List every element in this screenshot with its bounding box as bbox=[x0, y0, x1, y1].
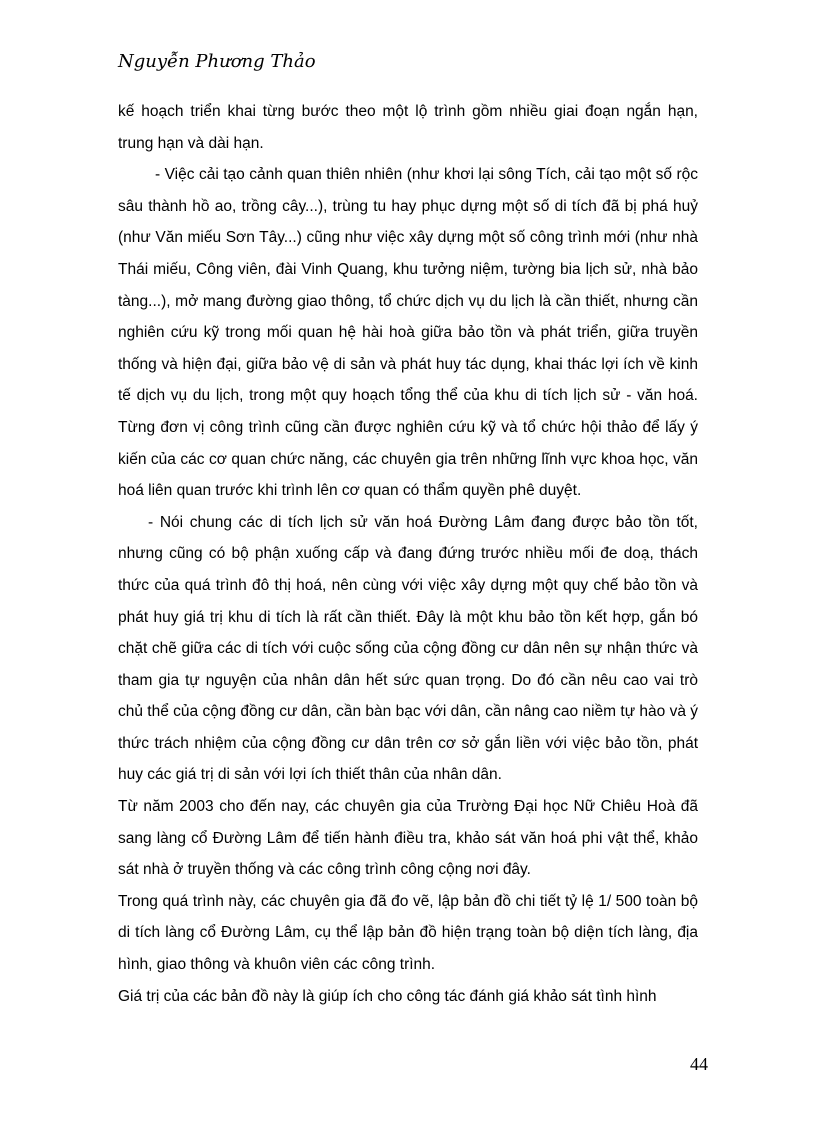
paragraph-mapping-process: Trong quá trình này, các chuyên gia đã đo vẽ, lập bản đồ chi tiết tỷ lệ 1/ 500 toàn bộ di tích làng cổ Đường Lâm, cụ thể lập bản đồ hiện trạng toàn bộ diện tích làng, địa hình, giao thông và khuôn viên các công trình. bbox=[118, 892, 698, 974]
paragraph-map-value: Giá trị của các bản đồ này là giúp ích cho công tác đánh giá khảo sát tình hình bbox=[118, 987, 657, 1005]
paragraph-survey-since-2003: Từ năm 2003 cho đến nay, các chuyên gia của Trường Đại học Nữ Chiêu Hoà đã sang làng cổ Đường Lâm để tiến hành điều tra, khảo sát văn hoá phi vật thể, khảo sát nhà ở truyền thống và các công trình công cộng nơi đây. bbox=[118, 798, 698, 879]
paragraph-landscape-restoration: - Việc cải tạo cảnh quan thiên nhiên (như khơi lại sông Tích, cải tạo một số rộc sâu thành hồ ao, trồng cây...), trùng tu hay phục dựng một số di tích đã bị phá huỷ (như Văn miếu Sơn Tây...) cũng như việc xây dựng một số công trình mới (như nhà Thái miếu, Công viên, đài Vinh Quang, khu tưởng niệm, tường bia lịch sử, nhà bảo tàng...), mở mang đường giao thông, tổ chức dịch vụ du lịch là cần thiết, nhưng cần nghiên cứu kỹ trong mối quan hệ hài hoà giữa bảo tồn và phát triển, giữa truyền thống và hiện đại, giữa bảo vệ di sản và phát huy tác dụng, khai thác lợi ích về kinh tế dịch vụ du lịch, trong một quy hoạch tổng thể của khu di tích lịch sử - văn hoá. Từng đơn vị công trình cũng cần được nghiên cứu kỹ và tổ chức hội thảo để lấy ý kiến của các cơ quan chức năng, các chuyên gia trên những lĩnh vực khoa học, văn hoá liên quan trước khi trình lên cơ quan có thẩm quyền phê duyệt. bbox=[118, 166, 698, 500]
paragraph-continuation: kế hoạch triển khai từng bước theo một lộ trình gồm nhiều giai đoạn ngắn hạn, trung hạn và dài hạn. bbox=[118, 103, 698, 152]
page-number: 44 bbox=[690, 1054, 708, 1074]
paragraph-duong-lam-preservation: - Nói chung các di tích lịch sử văn hoá Đường Lâm đang được bảo tồn tốt, nhưng cũng có bộ phận xuống cấp và đang đứng trước nhiều mối đe doạ, thách thức của quá trình đô thị hoá, nên cùng với việc xây dựng một quy chế bảo tồn và phát huy giá trị khu di tích là rất cần thiết. Đây là một khu bảo tồn kết hợp, gắn bó chặt chẽ giữa các di tích với cuộc sống của cộng đồng cư dân nên sự nhận thức và tham gia tự nguyện của nhân dân hết sức quan trọng. Do đó cần nêu cao vai trò chủ thể của cộng đồng cư dân, cần bàn bạc với dân, cần nâng cao niềm tự hào và ý thức trách nhiệm của cộng đồng cư dân trên cơ sở gắn liền với việc bảo tồn, phát huy các giá trị di sản với lợi ích thiết thân của nhân dân. bbox=[118, 513, 698, 784]
running-header-author: Nguyễn Phương Thảo bbox=[118, 51, 316, 72]
body-text bbox=[118, 96, 698, 1012]
